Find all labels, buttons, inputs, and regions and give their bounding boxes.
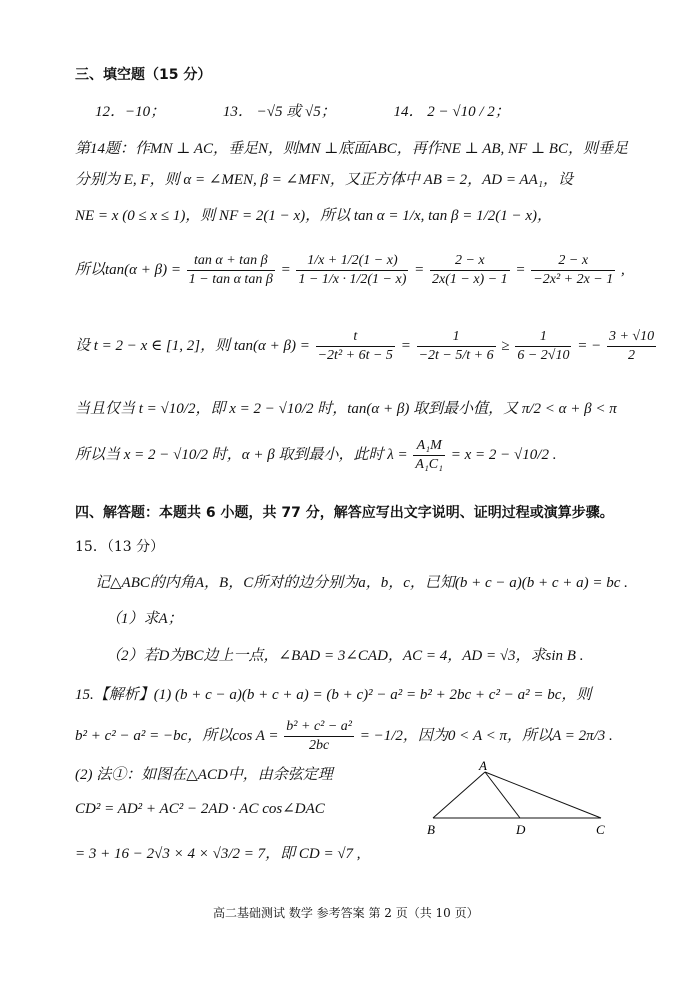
q14-l5-frac1	[316, 328, 395, 365]
q14-l5-frac4	[607, 328, 656, 365]
q15-solution-line-1: 15.【解析】(1) (b + c − a)(b + c + a) = (b + c)² − a² = b² + 2bc + c² − a² = bc，则	[75, 687, 592, 703]
q14-l4-frac2	[296, 252, 408, 289]
section4-heading: 四、解答题：本题共 6 小题，共 77 分，解答应写出文字说明、证明过程或演算步骤。	[75, 505, 614, 521]
q14-l7-frac-den: A₁C₁	[415, 457, 444, 472]
page-footer: 高二基础测试 数学 参考答案 第 2 页（共 10 页）	[213, 906, 479, 920]
q14-l5-frac4-num: 3 + √10	[607, 328, 656, 347]
q14-l4-frac4-den: −2x² + 2x − 1	[533, 272, 614, 287]
section3-heading: 三、填空题（15 分）	[75, 67, 212, 83]
q14-l5-frac1-num: t	[316, 328, 395, 347]
q14-line-2: 分别为 E, F，则 α = ∠MEN, β = ∠MFN，又正方体中 AB = 2，AD = AA₁，设	[75, 172, 573, 188]
q14-line-5: 设 t = 2 − x ∈ [1, 2]，则 tan(α + β) = $\frac{t}{\text{−2t² + 6t − 5}}$ = $\frac{1}{-2t - 5/t + 6}$ ≥ $\frac{1}{6 - 2√10}$ = − $\frac{3 + √10}{2}$	[75, 329, 655, 363]
q15-part1: （1）求A；	[106, 611, 183, 627]
q14-l4-frac4-num: 2 − x	[531, 252, 615, 271]
q14-l4-frac1-den: 1 − tan α tan β	[188, 272, 273, 287]
answers-row	[95, 100, 510, 121]
q14-l4-frac2-den: 1 − 1/x · 1/2(1 − x)	[298, 272, 407, 287]
q14-l7-frac-num: A₁M	[413, 437, 445, 456]
q15-solution-line-3: (2) 法①：如图在△ACD中，由余弦定理	[75, 767, 333, 783]
q14-l4-frac3-num: 2 − x	[430, 252, 510, 271]
q14-l7-suffix: = x = 2 − √10/2 .	[450, 446, 557, 463]
q14-line-3: NE = x (0 ≤ x ≤ 1)，则 NF = 2(1 − x)，所以 tan α = 1/x, tan β = 1/2(1 − x)，	[75, 208, 553, 224]
q15-sol-l2-b: = −1/2，因为0 < A < π，所以A = 2π/3 .	[359, 727, 613, 744]
q14-l5-prefix: 设 t = 2 − x ∈ [1, 2]，则 tan(α + β) =	[75, 337, 310, 354]
q14-l7-frac	[413, 437, 445, 474]
q14-line-4: 所以tan(α + β) = $\frac{\text{tan α + tan β}}{\text{1 − tan α tan β}}$ = $\frac{1/x + 1/2(1 - x)}{1 - 1/x \cdot 1/2(1 - x)}$ = $\frac{2 - x}{2x(1 - x) - 1}$ = $\frac{2 - x}{\text{−2x² + 2x − 1}}$ ,	[75, 253, 625, 287]
q14-l4-prefix: 所以tan(α + β) =	[75, 261, 181, 278]
q14-l4-frac3	[430, 252, 510, 289]
vertex-a-label: A	[479, 760, 487, 773]
q15-sol-l2-frac	[284, 718, 354, 755]
vertex-b-label: B	[427, 822, 435, 837]
vertex-c-label: C	[596, 822, 605, 837]
answer-q12: 12．−10；	[95, 104, 166, 120]
q14-l4-frac3-den: 2x(1 − x) − 1	[432, 272, 508, 287]
q14-l4-frac1-num: tan α + tan β	[187, 252, 275, 271]
answer-q14: 2 − √10 / 2；	[427, 104, 510, 120]
q15-sol-l2-frac-num: b² + c² − a²	[284, 718, 354, 737]
answer-q13-num: 13．	[222, 104, 253, 120]
answer-q14-num: 14．	[393, 104, 424, 120]
point-d-label: D	[516, 822, 526, 837]
q14-l5-frac2	[417, 328, 496, 365]
q14-l5-frac3	[515, 328, 571, 365]
q14-l5-frac2-den: −2t − 5/t + 6	[418, 348, 494, 363]
q14-l5-frac1-den: −2t² + 6t − 5	[317, 348, 393, 363]
q15-sol-l2-frac-den: 2bc	[309, 738, 330, 753]
q15-solution-line-5: = 3 + 16 − 2√3 × 4 × √3/2 = 7，即 CD = √7 ,	[75, 846, 361, 862]
q15-solution-line-2	[75, 718, 613, 755]
q14-l7-prefix: 所以当 x = 2 − √10/2 时，α + β 取到最小，此时 λ =	[75, 446, 408, 463]
triangle-figure	[415, 760, 625, 840]
q15-stem: 记△ABC的内角A，B，C所对的边分别为a，b，c，已知(b + c − a)(b + c + a) = bc .	[95, 575, 628, 591]
q14-line-6: 当且仅当 t = √10/2，即 x = 2 − √10/2 时，tan(α + β) 取到最小值，又 π/2 < α + β < π	[75, 401, 617, 417]
q14-line-7	[75, 437, 556, 474]
q14-l5-frac4-den: 2	[628, 348, 636, 363]
q15-solution-line-4: CD² = AD² + AC² − 2AD · AC cos∠DAC	[75, 801, 325, 817]
q14-l4-frac1	[187, 252, 275, 289]
q14-l5-frac3-den: 6 − 2√10	[517, 348, 570, 363]
segment-ab	[433, 772, 485, 818]
q14-line-1: 第14题：作MN ⊥ AC，垂足N，则MN ⊥底面ABC，再作NE ⊥ AB, NF ⊥ BC，则垂足	[75, 141, 628, 157]
q15-title: 15．（13 分）	[75, 539, 165, 555]
answer-q13: −√5 或 √5；	[256, 104, 336, 120]
q14-l4-frac2-num: 1/x + 1/2(1 − x)	[296, 252, 408, 271]
q14-l5-frac2-num: 1	[417, 328, 496, 347]
q14-l4-frac4	[531, 252, 615, 289]
q14-l5-frac3-num: 1	[515, 328, 571, 347]
q15-part2: （2）若D为BC边上一点，∠BAD = 3∠CAD，AC = 4，AD = √3，求sin B .	[106, 648, 584, 664]
q15-sol-l2-a: b² + c² − a² = −bc，所以cos A =	[75, 727, 279, 744]
